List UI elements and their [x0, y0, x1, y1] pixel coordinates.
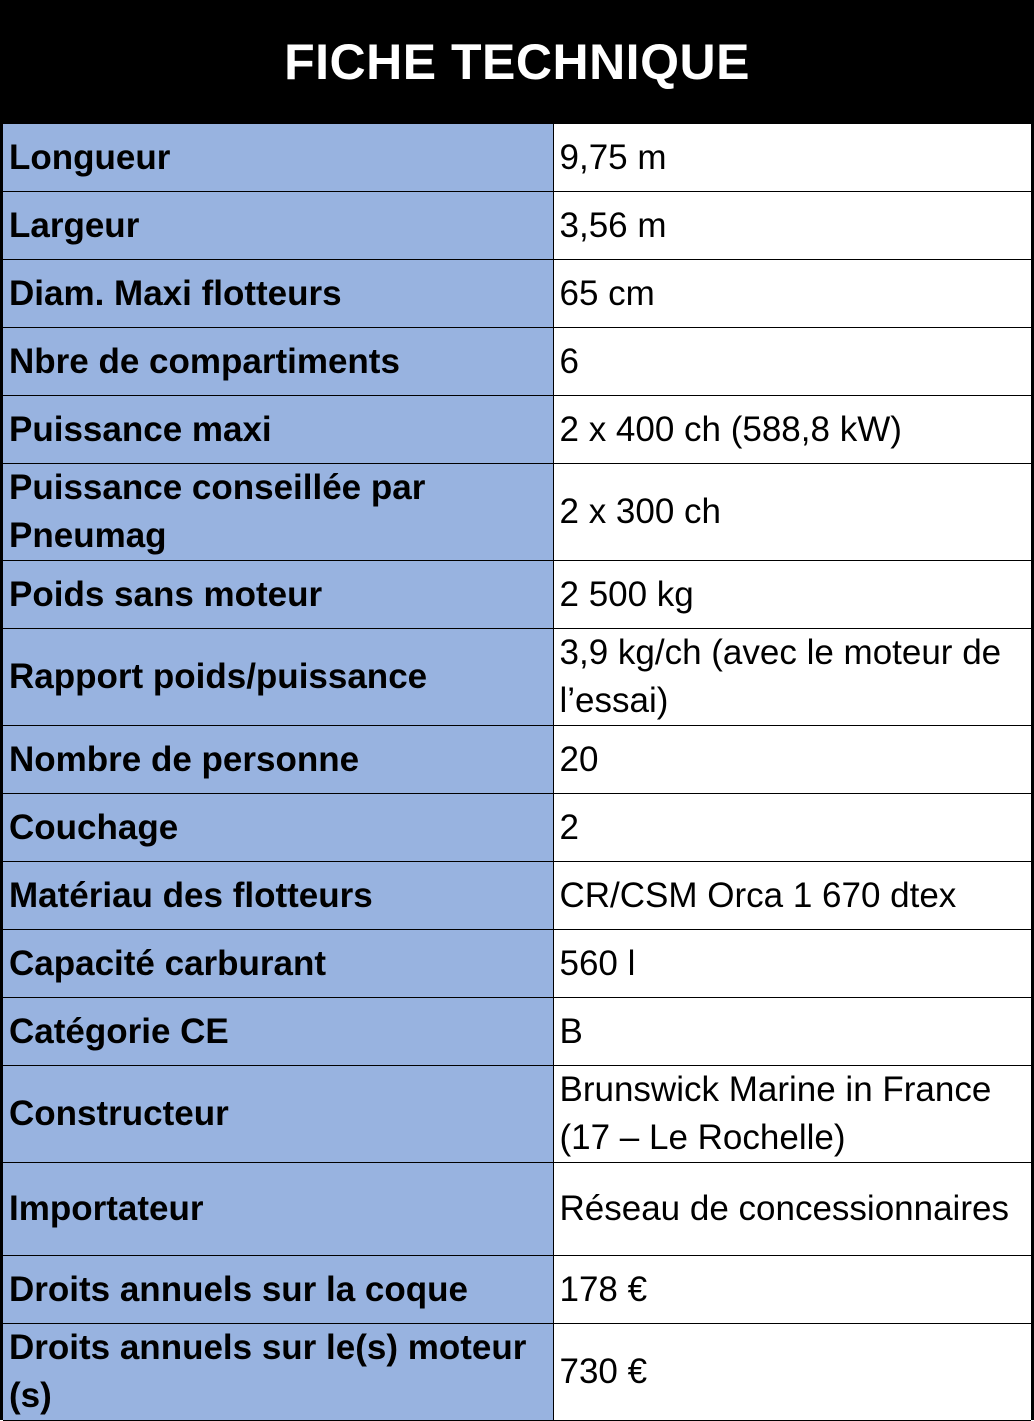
- table-row: [3, 1066, 1031, 1163]
- table-row: [3, 1324, 1031, 1421]
- row-label: Constructeur: [3, 1066, 553, 1163]
- row-value: 730 €: [553, 1324, 1031, 1421]
- row-value: 2 500 kg: [553, 561, 1031, 629]
- table-row: [3, 396, 1031, 464]
- row-label: Droits annuels sur le(s) moteur (s): [3, 1324, 553, 1421]
- row-value: 560 l: [553, 930, 1031, 998]
- row-label: Puissance conseillée par Pneumag: [3, 464, 553, 561]
- row-label: Poids sans moteur: [3, 561, 553, 629]
- row-label: Largeur: [3, 192, 553, 260]
- row-label: Importateur: [3, 1163, 553, 1256]
- row-label: Matériau des flotteurs: [3, 862, 553, 930]
- row-label: Capacité carburant: [3, 930, 553, 998]
- table-row: [3, 726, 1031, 794]
- row-label: Puissance maxi: [3, 396, 553, 464]
- table-row: [3, 998, 1031, 1066]
- row-value: Brunswick Marine in France (17 – Le Rochelle): [553, 1066, 1031, 1163]
- row-value: Réseau de concessionnaires: [553, 1163, 1031, 1256]
- row-value: CR/CSM Orca 1 670 dtex: [553, 862, 1031, 930]
- row-label: Diam. Maxi flotteurs: [3, 260, 553, 328]
- row-value: 2 x 300 ch: [553, 464, 1031, 561]
- sheet-title: FICHE TECHNIQUE: [3, 3, 1031, 124]
- row-value: 3,56 m: [553, 192, 1031, 260]
- table-row: [3, 629, 1031, 726]
- row-label: Nombre de personne: [3, 726, 553, 794]
- row-label: Catégorie CE: [3, 998, 553, 1066]
- row-value: 9,75 m: [553, 124, 1031, 192]
- row-value: 178 €: [553, 1256, 1031, 1324]
- row-value: 3,9 kg/ch (avec le moteur de l’essai): [553, 629, 1031, 726]
- row-value: 2 x 400 ch (588,8 kW): [553, 396, 1031, 464]
- spec-table: [3, 124, 1031, 1421]
- table-row: [3, 862, 1031, 930]
- row-label: Rapport poids/puissance: [3, 629, 553, 726]
- row-value: 2: [553, 794, 1031, 862]
- table-row: [3, 124, 1031, 192]
- table-row: [3, 794, 1031, 862]
- table-row: [3, 1163, 1031, 1256]
- row-label: Nbre de compartiments: [3, 328, 553, 396]
- table-row: [3, 930, 1031, 998]
- row-value: 6: [553, 328, 1031, 396]
- table-row: [3, 1256, 1031, 1324]
- row-label: Couchage: [3, 794, 553, 862]
- row-label: Droits annuels sur la coque: [3, 1256, 553, 1324]
- table-row: [3, 464, 1031, 561]
- table-row: [3, 328, 1031, 396]
- row-value: B: [553, 998, 1031, 1066]
- table-row: [3, 260, 1031, 328]
- table-row: [3, 561, 1031, 629]
- row-value: 65 cm: [553, 260, 1031, 328]
- table-row: [3, 192, 1031, 260]
- row-label: Longueur: [3, 124, 553, 192]
- row-value: 20: [553, 726, 1031, 794]
